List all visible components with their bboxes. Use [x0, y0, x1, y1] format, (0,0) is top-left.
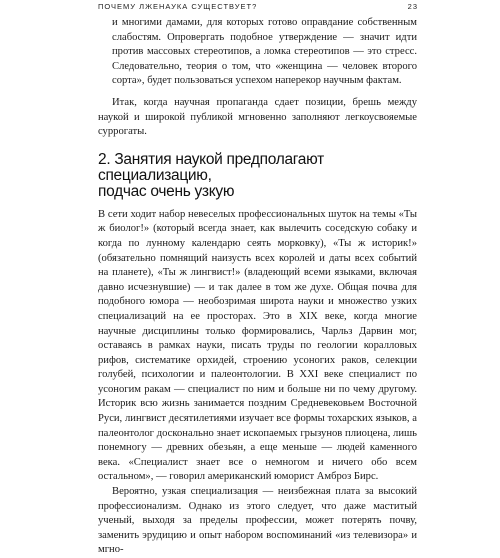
section-heading-line-1: 2. Занятия наукой предполагают специализацию, [98, 150, 324, 184]
paragraph-narrow-specialization: Вероятно, узкая специализация — неизбежная плата за высокий профессионализм. Однако из этого следует, что даже маститый ученый, выходя за пределы профессии, может потерять почву, заменить эрудицию и опыт набором воспоминаний «из телевизора» и мгно- [98, 486, 417, 556]
section-heading [98, 152, 417, 200]
section-heading-line-2: подчас очень узкую [98, 182, 235, 200]
running-title: ПОЧЕМУ ЛЖЕНАУКА СУЩЕСТВУЕТ? [98, 2, 258, 11]
running-header [98, 2, 418, 14]
body-text [98, 16, 417, 558]
paragraph-specialization: В сети ходит набор невеселых профессиональных шуток на темы «Ты ж биолог!» (который всегда знает, как вылечить соседскую собаку и когда по лунному календарю сеять морковку), «Ты ж историк!» (обязательно помнящий наизусть всех королей и даты всех событий на планете), «Ты ж лингвист!» (владеющий всеми языками, включая давно исчезнувшие) — и так далее в том же духе. Общая почва для подобного юмора — необозримая широта науки и множество узких специализаций на ее просторах. Это в XIX веке, когда многие научные дисциплины только формировались, Чарльз Дарвин мог, оставаясь в рамках науки, писать труды по геологии коралловых рифов, систематике орхидей, строению усоногих раков, селекции голубей, психологии и палеонтологии. В XXI веке специалист по усоногим ракам — специалист по ним и больше ни по чему другому. Историк всю жизнь занимается поздним Средневековьем Восточной Руси, лингвист десятилетиями изучает все формы тохарских языков, а палеонтолог досконально знает ископаемых грызунов плиоцена, лишь понемногу — древних обезьян, а еще меньше — людей каменного века. «Специалист знает все о немногом и ничего обо всем остальном», — говорил американский юморист Амброз Бирс. [98, 208, 417, 483]
quote-paragraph: и многими дамами, для которых готово оправдание собственным слабостям. Опровергать подобное утверждение — значит идти против массовых стереотипов, а ломка стереотипов — это стресс. Следовательно, теория о том, что «женщина — человек второго сорта», будет пользоваться успехом наперекор научным фактам. [112, 17, 417, 87]
paragraph-conclusion: Итак, когда научная пропаганда сдает позиции, брешь между наукой и широкой публикой мгновенно заполняют легкоусвояемые суррогаты. [98, 96, 417, 138]
page-number: 23 [407, 2, 418, 11]
